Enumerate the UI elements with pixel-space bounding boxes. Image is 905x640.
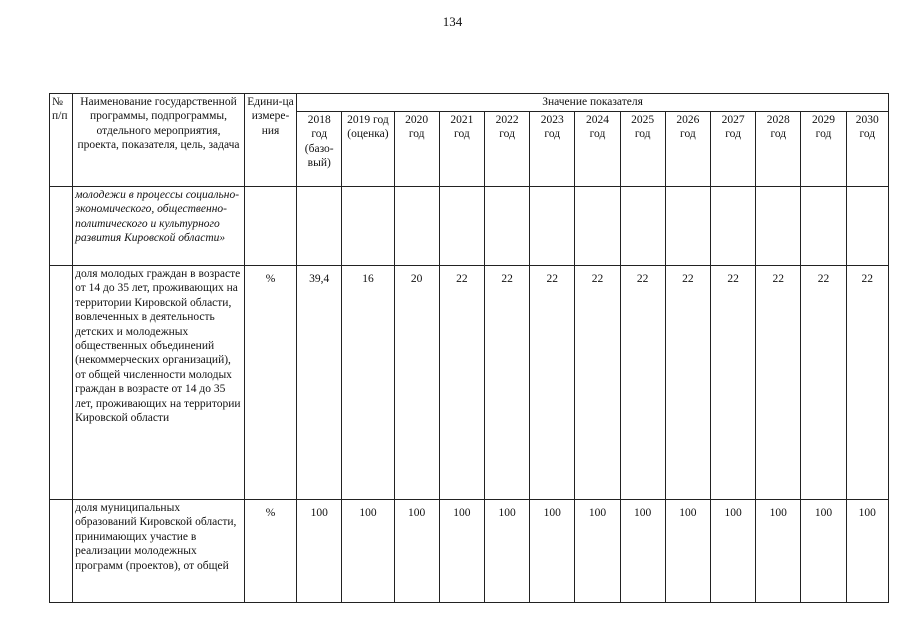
row-value: 22 <box>575 266 620 500</box>
table-row <box>50 500 889 603</box>
row-value <box>665 187 710 266</box>
header-name: Наименование государственной программы, подпрограммы, отдельного мероприятия, проекта, показателя, цель, задача <box>73 94 245 187</box>
row-value: 100 <box>801 500 846 603</box>
row-value: 22 <box>484 266 529 500</box>
header-year: 2020 год <box>394 112 439 187</box>
row-value <box>439 187 484 266</box>
row-value: 22 <box>846 266 888 500</box>
row-value: 100 <box>439 500 484 603</box>
row-value: 16 <box>342 266 394 500</box>
row-value: 100 <box>394 500 439 603</box>
row-value <box>394 187 439 266</box>
header-year: 2024 год <box>575 112 620 187</box>
row-value <box>620 187 665 266</box>
table-row <box>50 266 889 500</box>
row-value: 100 <box>575 500 620 603</box>
row-value: 100 <box>846 500 888 603</box>
row-value: 22 <box>801 266 846 500</box>
row-value <box>575 187 620 266</box>
row-unit <box>244 187 296 266</box>
row-num <box>50 266 73 500</box>
header-year: 2025 год <box>620 112 665 187</box>
indicator-table <box>49 93 889 603</box>
row-value: 22 <box>439 266 484 500</box>
header-year: 2018 год (базо-вый) <box>297 112 342 187</box>
row-value <box>342 187 394 266</box>
row-name: молодежи в процессы социально-экономического, общественно-политического и культурного развития Кировской области» <box>73 187 245 266</box>
row-num <box>50 500 73 603</box>
table-header-row <box>50 94 889 112</box>
row-value <box>846 187 888 266</box>
row-value: 100 <box>710 500 755 603</box>
header-year: 2026 год <box>665 112 710 187</box>
header-year: 2021 год <box>439 112 484 187</box>
row-name: доля муниципальных образований Кировской области, принимающих участие в реализации молодежных программ (проектов), от общей <box>73 500 245 603</box>
row-value: 100 <box>756 500 801 603</box>
row-name: доля молодых граждан в возрасте от 14 до 35 лет, проживающих на территории Кировской области, вовлеченных в деятельность детских и молодежных общественных объединений (некоммерческих организаций), от общей численности молодых граждан в возрасте от 14 до 35 лет, проживающих на территории Кировской области <box>73 266 245 500</box>
header-year: 2029 год <box>801 112 846 187</box>
header-year: 2030 год <box>846 112 888 187</box>
row-value <box>756 187 801 266</box>
row-value: 22 <box>756 266 801 500</box>
header-unit: Едини-ца измере-ния <box>244 94 296 187</box>
header-year: 2028 год <box>756 112 801 187</box>
row-value: 39,4 <box>297 266 342 500</box>
row-value: 100 <box>665 500 710 603</box>
header-year: 2027 год <box>710 112 755 187</box>
row-value: 20 <box>394 266 439 500</box>
row-value <box>530 187 575 266</box>
table-row <box>50 187 889 266</box>
row-unit: % <box>244 500 296 603</box>
row-value: 100 <box>342 500 394 603</box>
header-year: 2019 год (оценка) <box>342 112 394 187</box>
row-value: 22 <box>710 266 755 500</box>
row-unit: % <box>244 266 296 500</box>
row-value: 100 <box>484 500 529 603</box>
header-year: 2022 год <box>484 112 529 187</box>
row-value: 22 <box>530 266 575 500</box>
row-value <box>297 187 342 266</box>
row-num <box>50 187 73 266</box>
row-value: 100 <box>530 500 575 603</box>
row-value: 100 <box>297 500 342 603</box>
row-value: 100 <box>620 500 665 603</box>
header-num: № п/п <box>50 94 73 187</box>
page-number: 134 <box>442 14 463 29</box>
row-value: 22 <box>620 266 665 500</box>
row-value: 22 <box>665 266 710 500</box>
header-year: 2023 год <box>530 112 575 187</box>
row-value <box>484 187 529 266</box>
row-value <box>710 187 755 266</box>
row-value <box>801 187 846 266</box>
header-value-group: Значение показателя <box>297 94 889 112</box>
